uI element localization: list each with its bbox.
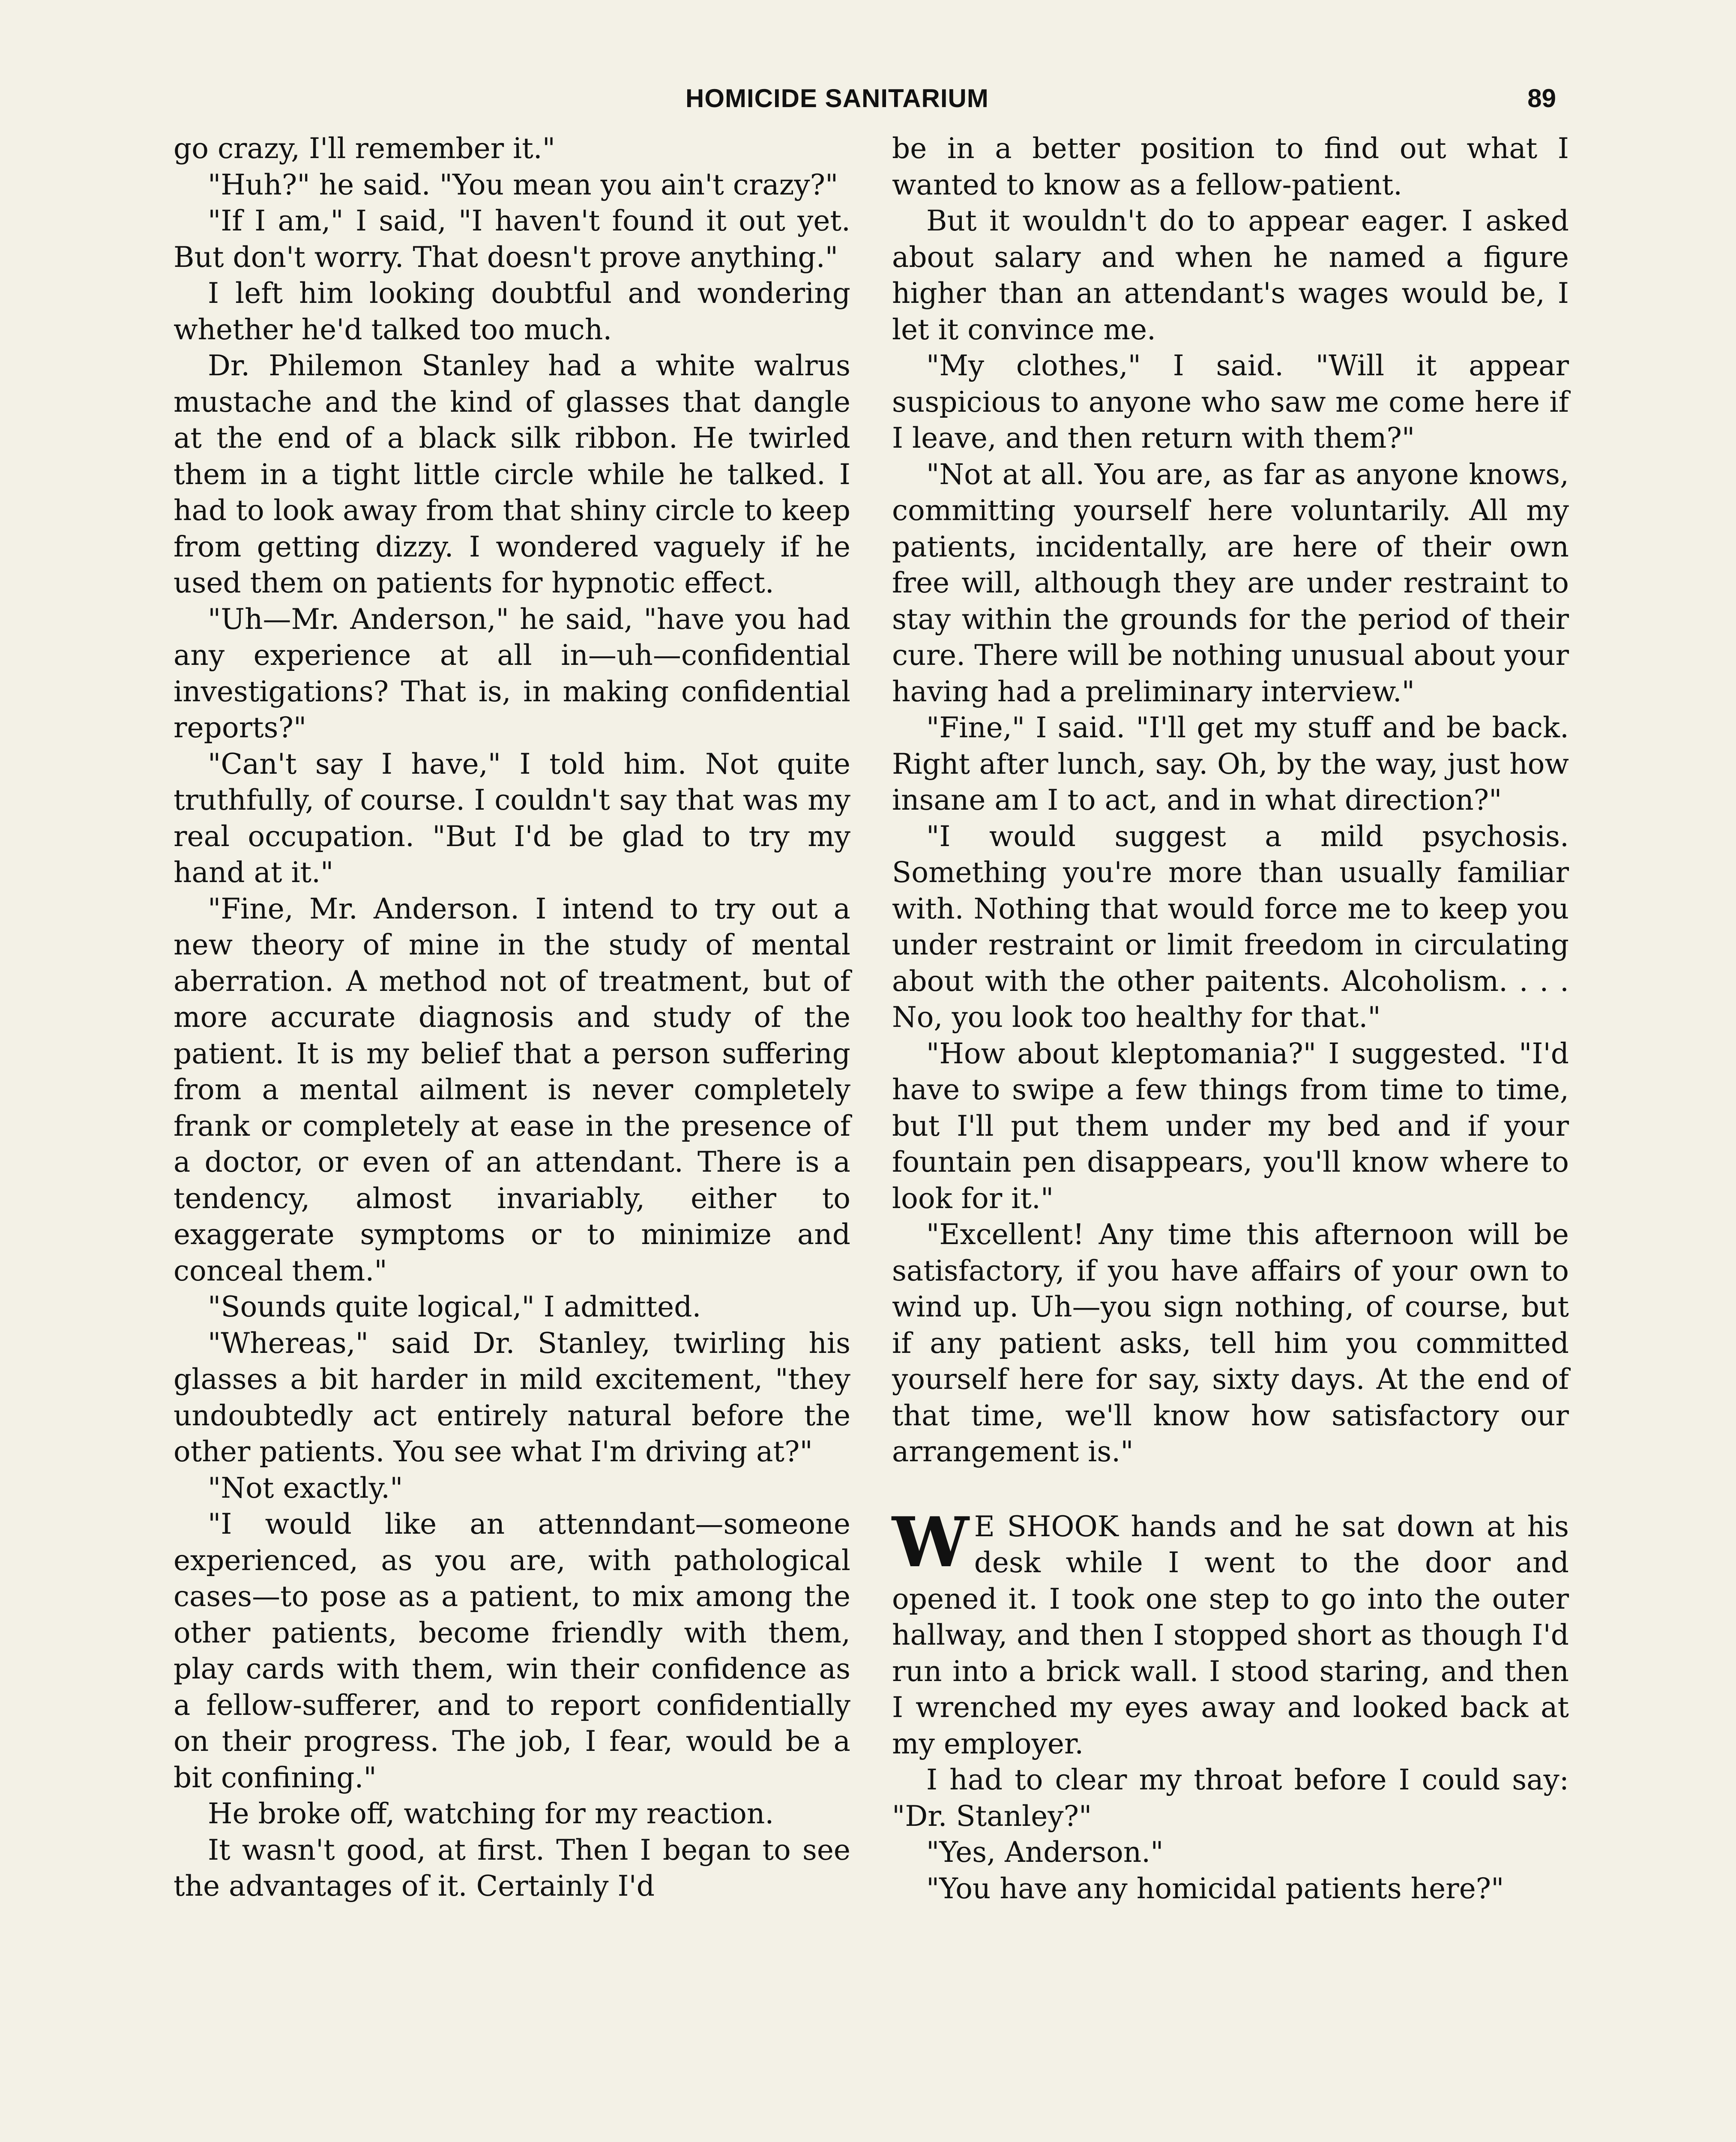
paragraph: "Fine," I said. "I'll get my stuff and be back. Right after lunch, say. Oh, by the way, just how insane am I to act, and in what direction?" <box>892 711 1569 817</box>
paragraph: "Not at all. You are, as far as anyone knows, committing yourself here voluntarily. All my patients, incidentally, are here of their own free will, although they are under restraint to stay within the grounds for the period of their cure. There will be nothing unusual about your having had a preliminary interview." <box>892 458 1569 708</box>
section-break <box>892 1470 1569 1509</box>
paragraph: "If I am," I said, "I haven't found it out yet. But don't worry. That doesn't prove anything." <box>174 204 850 274</box>
paragraph: I left him looking doubtful and wondering whether he'd talked too much. <box>174 277 850 346</box>
page-number: 89 <box>1527 84 1556 113</box>
paragraph: But it wouldn't do to appear eager. I asked about salary and when he named a figure higher than an attendant's wages would be, I let it convince me. <box>892 204 1569 346</box>
paragraph: It wasn't good, at first. Then I began to see the advantages of it. Certainly I'd <box>174 1833 850 1903</box>
paragraph: "Can't say I have," I told him. Not quite truthfully, of course. I couldn't say that was my real occupation. "But I'd be glad to try my hand at it." <box>174 747 850 889</box>
paragraph: "Not exactly." <box>208 1471 403 1505</box>
section-opening-text: E SHOOK hands and he sat down at his desk while I went to the door and opened it. I took one step to go into the outer hallway, and then I stopped short as though I'd run into a brick wall. I stood staring, and then I wrenched my eyes away and looked back at my employer. <box>892 1510 1569 1760</box>
paragraph: I had to clear my throat before I could say: "Dr. Stanley?" <box>892 1763 1569 1833</box>
paragraph: "Sounds quite logical," I admitted. <box>208 1290 701 1323</box>
paragraph: "I would like an attenndant—someone experienced, as you are, with pathological cases—to pose as a patient, to mix among the other patients, become friendly with them, play cards with them, win their confidence as a fellow-sufferer, and to report confidentially on their progress. The job, I fear, would be a bit confining." <box>174 1508 850 1794</box>
page-header <box>0 84 1736 118</box>
drop-cap: W <box>892 1502 969 1583</box>
paragraph: He broke off, watching for my reaction. <box>208 1797 774 1830</box>
paragraph: "My clothes," I said. "Will it appear suspicious to anyone who saw me come here if I leave, and then return with them?" <box>892 349 1569 455</box>
paragraph: "Whereas," said Dr. Stanley, twirling his glasses a bit harder in mild excitement, "they undoubtedly act entirely natural before the other patients. You see what I'm driving at?" <box>174 1326 850 1468</box>
paragraph: "Huh?" he said. "You mean you ain't crazy?" <box>208 168 838 201</box>
running-title: HOMICIDE SANITARIUM <box>685 84 989 113</box>
paragraph: Dr. Philemon Stanley had a white walrus mustache and the kind of glasses that dangle at the end of a black silk ribbon. He twirled them in a tight little circle while he talked. I had to look away from that shiny circle to keep from getting dizzy. I wondered vaguely if he used them on patients for hypnotic effect. <box>174 349 850 599</box>
paragraph: "You have any homicidal patients here?" <box>926 1872 1504 1905</box>
paragraph: "Yes, Anderson." <box>926 1836 1164 1869</box>
paragraph: "Fine, Mr. Anderson. I intend to try out a new theory of mine in the study of mental aberration. A method not of treatment, but of more accurate diagnosis and study of the patient. It is my belief that a person suffering from a mental ailment is never completely frank or completely at ease in the presence of a doctor, or even of an attendant. There is a tendency, almost invariably, either to exaggerate symptoms or to minimize and conceal them." <box>174 892 850 1287</box>
right-column <box>892 131 1569 1907</box>
paragraph: "Excellent! Any time this afternoon will be satisfactory, if you have affairs of your own to wind up. Uh—you sign nothing, of course, but if any patient asks, tell him you committed yourself here for say, sixty days. At the end of that time, we'll know how satisfactory our arrangement is." <box>892 1218 1569 1468</box>
left-column <box>174 131 850 1905</box>
section-opening-paragraph <box>892 1502 1569 1762</box>
paragraph: "I would suggest a mild psychosis. Something you're more than usually familiar with. Nothing that would force me to keep you under restraint or limit freedom in circulating about with the other paitents. Alcoholism. . . . No, you look too healthy for that." <box>892 820 1569 1034</box>
paragraph: "Uh—Mr. Anderson," he said, "have you had any experience at all in—uh—confidential investigations? That is, in making confidential reports?" <box>174 602 850 744</box>
paragraph: "How about kleptomania?" I suggested. "I'd have to swipe a few things from time to time, but I'll put them under my bed and if your fountain pen disappears, you'll know where to look for it." <box>892 1037 1569 1215</box>
paragraph: be in a better position to find out what I wanted to know as a fellow-patient. <box>892 132 1569 201</box>
paragraph: go crazy, I'll remember it." <box>174 132 556 165</box>
